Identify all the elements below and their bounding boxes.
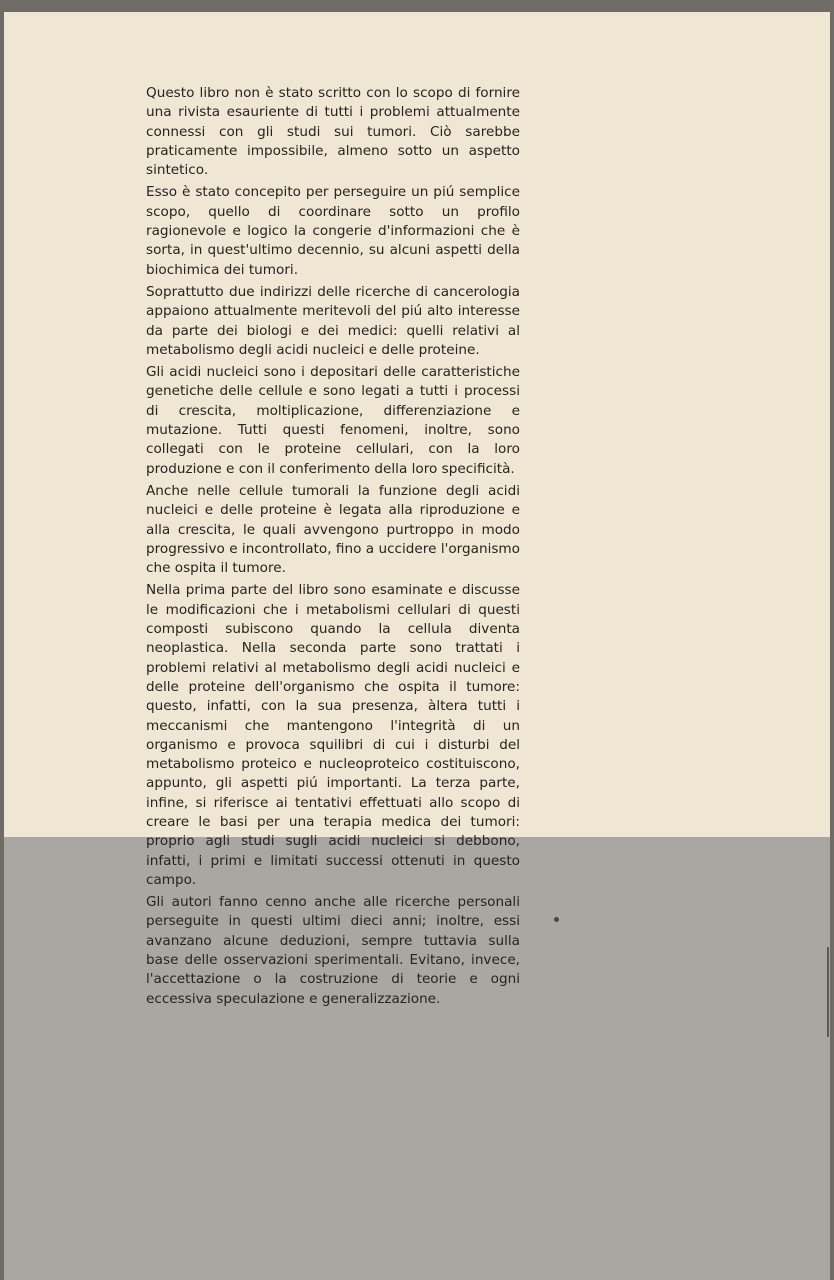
cover-edge-crease (827, 947, 829, 1037)
blurb-paragraph-2: Esso è stato concepito per perseguire un piú semplice scopo, quello di coordinare sotto un profilo ragionevole e logico la congerie d'informazioni che è sorta, in quest'ultimo decennio, su alcuni aspetti della biochimica dei tumori. (146, 184, 520, 278)
blurb-paragraph-5: Anche nelle cellule tumorali la funzione degli acidi nucleici e delle proteine è legata alla riproduzione e alla crescita, le quali avvengono purtroppo in modo progressivo e incontrollato, fino a uccidere l'organismo che ospita il tumore. (146, 482, 520, 577)
blurb-paragraph-3: Soprattutto due indirizzi delle ricerche di cancerologia appaiono attualmente meritevoli del piú alto interesse da parte dei biologi e dei medici: quelli relativi al metabolismo degli acidi nucleici e delle proteine. (146, 283, 520, 358)
blurb-paragraph-7: Gli autori fanno cenno anche alle ricerche personali perseguite in questi ultimi dieci anni; inoltre, essi avanzano alcune deduzioni, sempre tuttavia sulla base delle osservazioni sperimentali. Evitano, invece, l'accettazione o la costruzione di teorie e ogni eccessiva speculazione e generalizzazione. (146, 894, 520, 1007)
blurb-paragraph-1: Questo libro non è stato scritto con lo scopo di fornire una rivista esauriente di tutti i problemi attualmente connessi con gli studi sui tumori. Ciò sarebbe praticamente impossibile, almeno sotto un aspetto sintetico. (146, 85, 520, 179)
blurb-paragraph-6: Nella prima parte del libro sono esaminate e discusse le modificazioni che i metabolismi cellulari di questi composti subiscono quando la cellula diventa neoplastica. Nella seconda parte sono trattati i problemi relativi al metabolismo degli acidi nucleici e delle proteine dell'organismo che ospita il tumore: questo, infatti, con la sua presenza, àltera tutti i meccanismi che mantengono l'integrità di un organismo e provoca squilibri di cui i disturbi del metabolismo proteico e nucleoproteico costituiscono, appunto, gli aspetti piú importanti. La terza parte, infine, si riferisce ai tentativi effettuati allo scopo di creare le basi per una terapia medica dei tumori: proprio agli studi sugli acidi nucleici si debbono, infatti, i primi e limitati successi ottenuti in questo campo. (146, 582, 520, 888)
paper-speck (554, 917, 559, 922)
blurb-text (146, 84, 520, 1012)
blurb-paragraph-4: Gli acidi nucleici sono i depositari delle caratteristiche genetiche delle cellule e sono legati a tutti i processi di crescita, moltiplicazione, differenziazione e mutazione. Tutti questi fenomeni, inoltre, sono collegati con le proteine cellulari, con la loro produzione e con il conferimento della loro specificità. (146, 364, 520, 477)
back-cover (4, 12, 830, 1280)
